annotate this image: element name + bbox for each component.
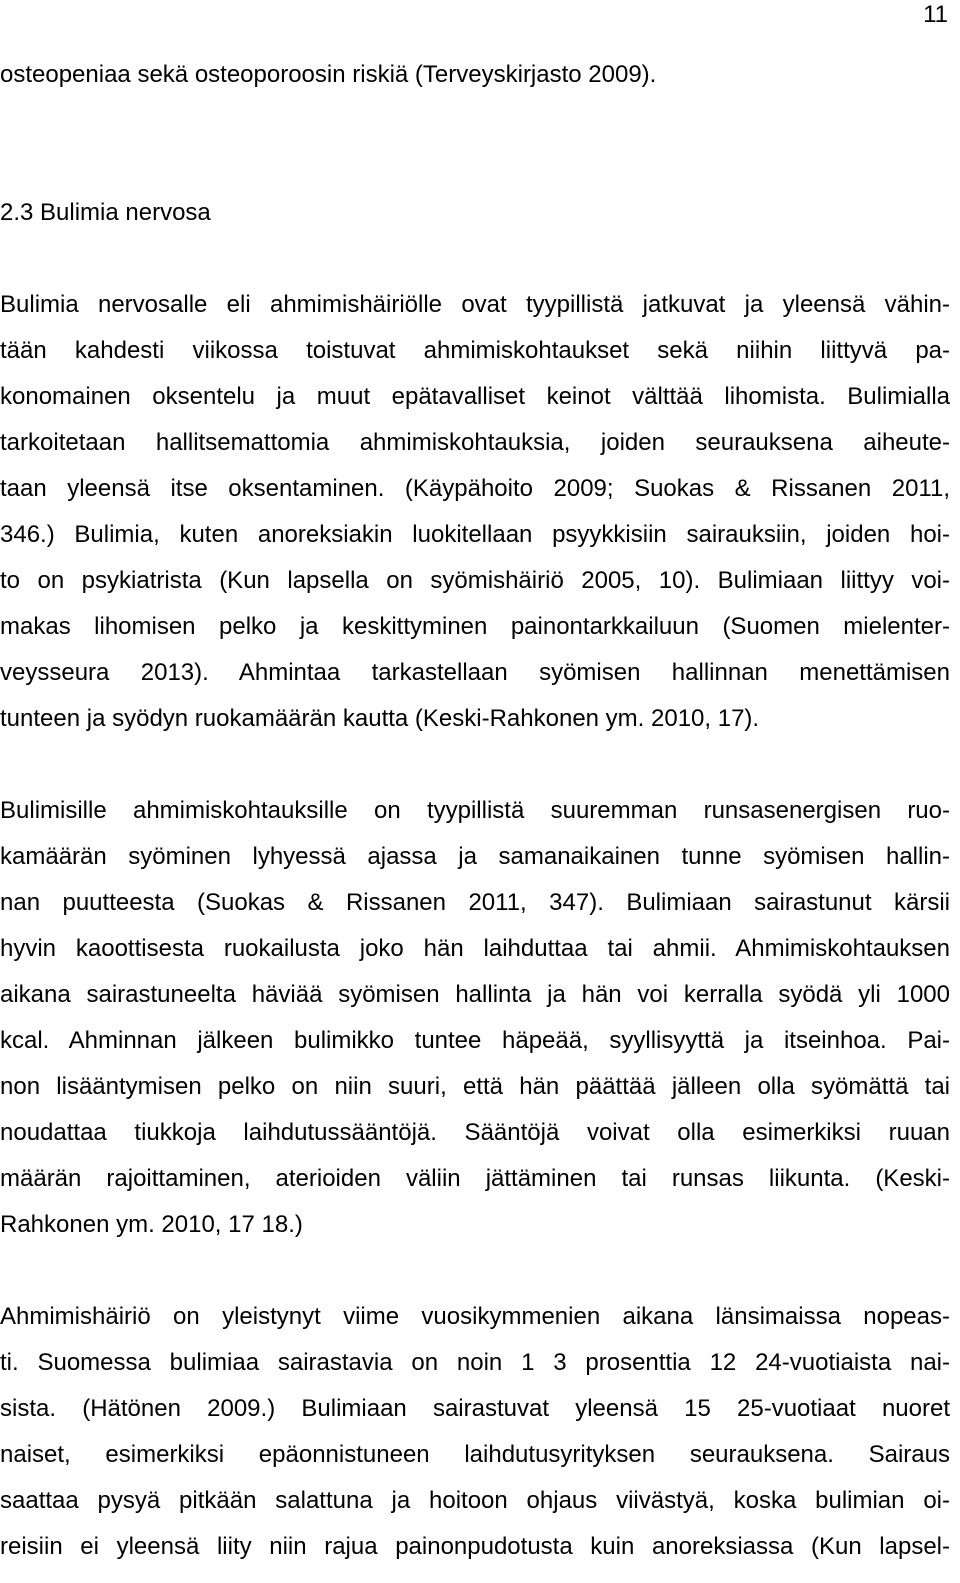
paragraph-line: Bulimia nervosalle eli ahmimishäiriölle ovat tyypillistä jatkuvat ja yleensä vähin- bbox=[0, 291, 950, 318]
document-body bbox=[0, 52, 950, 1570]
spacer bbox=[0, 236, 950, 282]
paragraph-line: non lisääntymisen pelko on niin suuri, että hän päättää jälleen olla syömättä tai bbox=[0, 1073, 950, 1100]
paragraph-line: reisiin ei yleensä liity niin rajua painonpudotusta kuin anoreksiassa (Kun lapsel- bbox=[0, 1533, 950, 1560]
spacer bbox=[0, 144, 950, 190]
paragraph-line: tarkoitetaan hallitsemattomia ahmimiskohtauksia, joiden seurauksena aiheute- bbox=[0, 429, 950, 456]
page-number: 11 bbox=[923, 1, 948, 28]
paragraph-line: Ahmimishäiriö on yleistynyt viime vuosikymmenien aikana länsimaissa nopeas- bbox=[0, 1303, 950, 1330]
paragraph-line: kamäärän syöminen lyhyessä ajassa ja samanaikainen tunne syömisen hallin- bbox=[0, 843, 950, 870]
paragraph-line: saattaa pysyä pitkään salattuna ja hoitoon ohjaus viivästyä, koska bulimian oi- bbox=[0, 1487, 950, 1514]
intro-line: osteopeniaa sekä osteoporoosin riskiä (Terveyskirjasto 2009). bbox=[0, 61, 657, 88]
paragraph-line: to on psykiatrista (Kun lapsella on syömishäiriö 2005, 10). Bulimiaan liittyy voi- bbox=[0, 567, 950, 594]
paragraph-line: kcal. Ahminnan jälkeen bulimikko tuntee häpeää, syyllisyyttä ja itseinhoa. Pai- bbox=[0, 1027, 950, 1054]
paragraph-line: ti. Suomessa bulimiaa sairastavia on noin 1 3 prosenttia 12 24-vuotiaista nai- bbox=[0, 1349, 950, 1376]
paragraph-line: tään kahdesti viikossa toistuvat ahmimiskohtaukset sekä niihin liittyvä pa- bbox=[0, 337, 950, 364]
paragraph-line: konomainen oksentelu ja muut epätavalliset keinot välttää lihomista. Bulimialla bbox=[0, 383, 950, 410]
paragraph-3 bbox=[0, 1294, 950, 1570]
paragraph-2 bbox=[0, 788, 950, 1248]
paragraph-line: veysseura 2013). Ahmintaa tarkastellaan syömisen hallinnan menettämisen bbox=[0, 659, 950, 686]
paragraph-line: makas lihomisen pelko ja keskittyminen painontarkkailuun (Suomen mielenter- bbox=[0, 613, 950, 640]
paragraph-line: sista. (Hätönen 2009.) Bulimiaan sairastuvat yleensä 15 25-vuotiaat nuoret bbox=[0, 1395, 950, 1422]
paragraph-line: Rahkonen ym. 2010, 17 18.) bbox=[0, 1211, 303, 1238]
paragraph-1 bbox=[0, 282, 950, 742]
paragraph-line: noudattaa tiukkoja laihdutussääntöjä. Sääntöjä voivat olla esimerkiksi ruuan bbox=[0, 1119, 950, 1146]
paragraph-line: hyvin kaoottisesta ruokailusta joko hän laihduttaa tai ahmii. Ahmimiskohtauksen bbox=[0, 935, 950, 962]
paragraph-line: aikana sairastuneelta häviää syömisen hallinta ja hän voi kerralla syödä yli 1000 bbox=[0, 981, 950, 1008]
paragraph-line: naiset, esimerkiksi epäonnistuneen laihdutusyrityksen seurauksena. Sairaus bbox=[0, 1441, 950, 1468]
paragraph-line: määrän rajoittaminen, aterioiden väliin jättäminen tai runsas liikunta. (Keski- bbox=[0, 1165, 950, 1192]
paragraph-line: Bulimisille ahmimiskohtauksille on tyypillistä suuremman runsasenergisen ruo- bbox=[0, 797, 950, 824]
spacer bbox=[0, 98, 950, 144]
paragraph-line: nan puutteesta (Suokas & Rissanen 2011, 347). Bulimiaan sairastunut kärsii bbox=[0, 889, 950, 916]
paragraph-line: 346.) Bulimia, kuten anoreksiakin luokitellaan psyykkisiin sairauksiin, joiden hoi- bbox=[0, 521, 950, 548]
paragraph-line: tunteen ja syödyn ruokamäärän kautta (Keski-Rahkonen ym. 2010, 17). bbox=[0, 705, 760, 732]
section-heading: 2.3 Bulimia nervosa bbox=[0, 199, 211, 226]
spacer bbox=[0, 1248, 950, 1294]
paragraph-line: taan yleensä itse oksentaminen. (Käypähoito 2009; Suokas & Rissanen 2011, bbox=[0, 475, 950, 502]
spacer bbox=[0, 742, 950, 788]
